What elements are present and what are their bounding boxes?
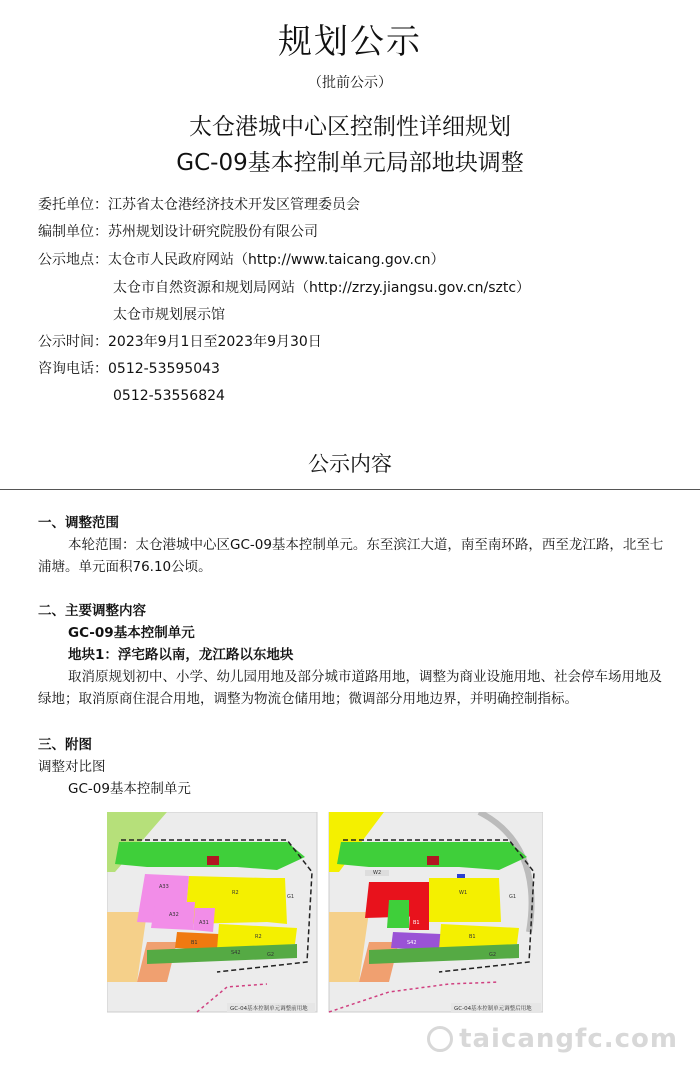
compiler-line: 编制单位：苏州规划设计研究院股份有限公司 — [38, 224, 318, 240]
section-2-title: 二、主要调整内容 — [38, 603, 146, 619]
map-after-green-strip — [387, 900, 409, 928]
location-line-1: 公示地点：太仓市人民政府网站（http://www.taicang.gov.cn） — [38, 252, 445, 268]
map-before-red-marker — [207, 856, 219, 865]
map-before-label: R2 — [232, 890, 239, 896]
watermark-text: taicangfc.com — [459, 1024, 678, 1054]
map-after-label: B1 — [413, 920, 420, 926]
map-before-label: A33 — [159, 884, 169, 890]
period-line: 公示时间：2023年9月1日至2023年9月30日 — [38, 334, 322, 350]
site-watermark — [427, 1024, 678, 1054]
location-line-3: 太仓市规划展示馆 — [113, 307, 225, 323]
page-title: 规划公示 — [278, 22, 422, 62]
map-before-label: B1 — [191, 940, 198, 946]
map-before-label: A31 — [199, 920, 209, 926]
map-after-label: G1 — [509, 894, 517, 900]
phone-line-2: 0512-53556824 — [113, 388, 225, 404]
map-after-label: G2 — [489, 952, 497, 958]
smiley-logo-icon — [427, 1026, 453, 1052]
section-2-parcel: 地块1：浮宅路以南，龙江路以东地块 — [68, 647, 294, 663]
map-after — [329, 812, 543, 1012]
section-1-title: 一、调整范围 — [38, 515, 119, 531]
section-1-body: 本轮范围：太仓港城中心区GC-09基本控制单元。东至滨江大道，南至南环路，西至龙江路，北至七浦塘。单元面积76.10公顷。 — [38, 537, 664, 575]
map-after-w1 — [429, 878, 501, 922]
map-after-label: W1 — [459, 890, 468, 896]
map-after-label: S42 — [407, 940, 417, 946]
map-before — [107, 812, 317, 1012]
section-2-unit: GC-09基本控制单元 — [68, 625, 195, 641]
map-after-red-marker — [427, 856, 439, 865]
map-before-label: G2 — [267, 952, 275, 958]
map-before-label: G1 — [287, 894, 295, 900]
section-3-title: 三、附图 — [38, 737, 92, 753]
map-before-label: A32 — [169, 912, 179, 918]
map-before-caption: GC-04基本控制单元调整前用地 — [230, 1006, 308, 1012]
section-2-body: 取消原规划初中、小学、幼儿园用地及部分城市道路用地，调整为商业设施用地、社会停车场用地及绿地；取消原商住混合用地，调整为物流仓储用地；微调部分用地边界，并明确控制指标。 — [38, 669, 662, 707]
map-before-label: S42 — [231, 950, 241, 956]
location-line-2: 太仓市自然资源和规划局网站（http://zrzy.jiangsu.gov.cn/sztc） — [113, 280, 531, 296]
phone-line-1: 咨询电话：0512-53595043 — [38, 361, 220, 377]
section-3-subtitle: 调整对比图 — [38, 759, 106, 775]
map-before-r2-east — [267, 878, 287, 924]
map-after-caption: GC-04基本控制单元调整后用地 — [454, 1006, 532, 1012]
section-3-unit: GC-09基本控制单元 — [68, 781, 191, 797]
content-section-title: 公示内容 — [308, 452, 392, 476]
plan-title: 太仓港城中心区控制性详细规划 — [189, 114, 511, 140]
map-after-label: W2 — [373, 870, 382, 876]
comparison-maps — [107, 812, 543, 1027]
map-before-label: R2 — [255, 934, 262, 940]
map-after-label: B1 — [469, 934, 476, 940]
plan-subtitle: GC-09基本控制单元局部地块调整 — [176, 150, 524, 176]
section-divider — [0, 489, 700, 490]
client-line: 委托单位：江苏省太仓港经济技术开发区管理委员会 — [38, 197, 360, 213]
publication-stage-note: （批前公示） — [308, 75, 392, 91]
